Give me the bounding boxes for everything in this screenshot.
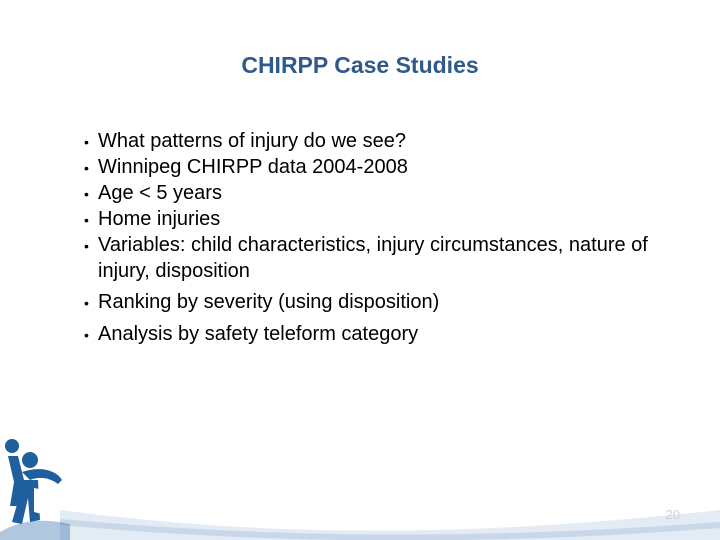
bullet-text: Analysis by safety teleform category <box>98 323 419 345</box>
bullet-icon: • <box>84 295 89 311</box>
bullet-text: Age < 5 years <box>98 182 222 204</box>
bullet-icon: • <box>84 238 89 254</box>
list-item <box>84 154 684 180</box>
bullet-text: Ranking by severity (using disposition) <box>98 291 440 313</box>
footer-swoosh <box>0 440 720 540</box>
list-item <box>84 206 684 232</box>
bullet-icon: • <box>84 212 89 228</box>
organization-logo-icon <box>0 436 70 540</box>
page-number: 20 <box>665 507 680 522</box>
bullet-icon: • <box>84 134 89 150</box>
list-item <box>84 232 684 284</box>
bullet-icon: • <box>84 327 89 343</box>
bullet-icon: • <box>84 160 89 176</box>
bullet-text: What patterns of injury do we see? <box>98 130 406 152</box>
bullet-text: Variables: child characteristics, injury circumstances, nature of injury, disposition <box>98 234 648 282</box>
list-item <box>84 128 684 154</box>
list-item <box>84 321 684 347</box>
bullet-text: Home injuries <box>98 208 221 230</box>
bullet-icon: • <box>84 186 89 202</box>
bullet-text: Winnipeg CHIRPP data 2004-2008 <box>98 156 408 178</box>
slide-title: CHIRPP Case Studies <box>241 52 479 78</box>
list-item <box>84 180 684 206</box>
list-item <box>84 284 684 315</box>
bullet-list <box>84 128 684 347</box>
